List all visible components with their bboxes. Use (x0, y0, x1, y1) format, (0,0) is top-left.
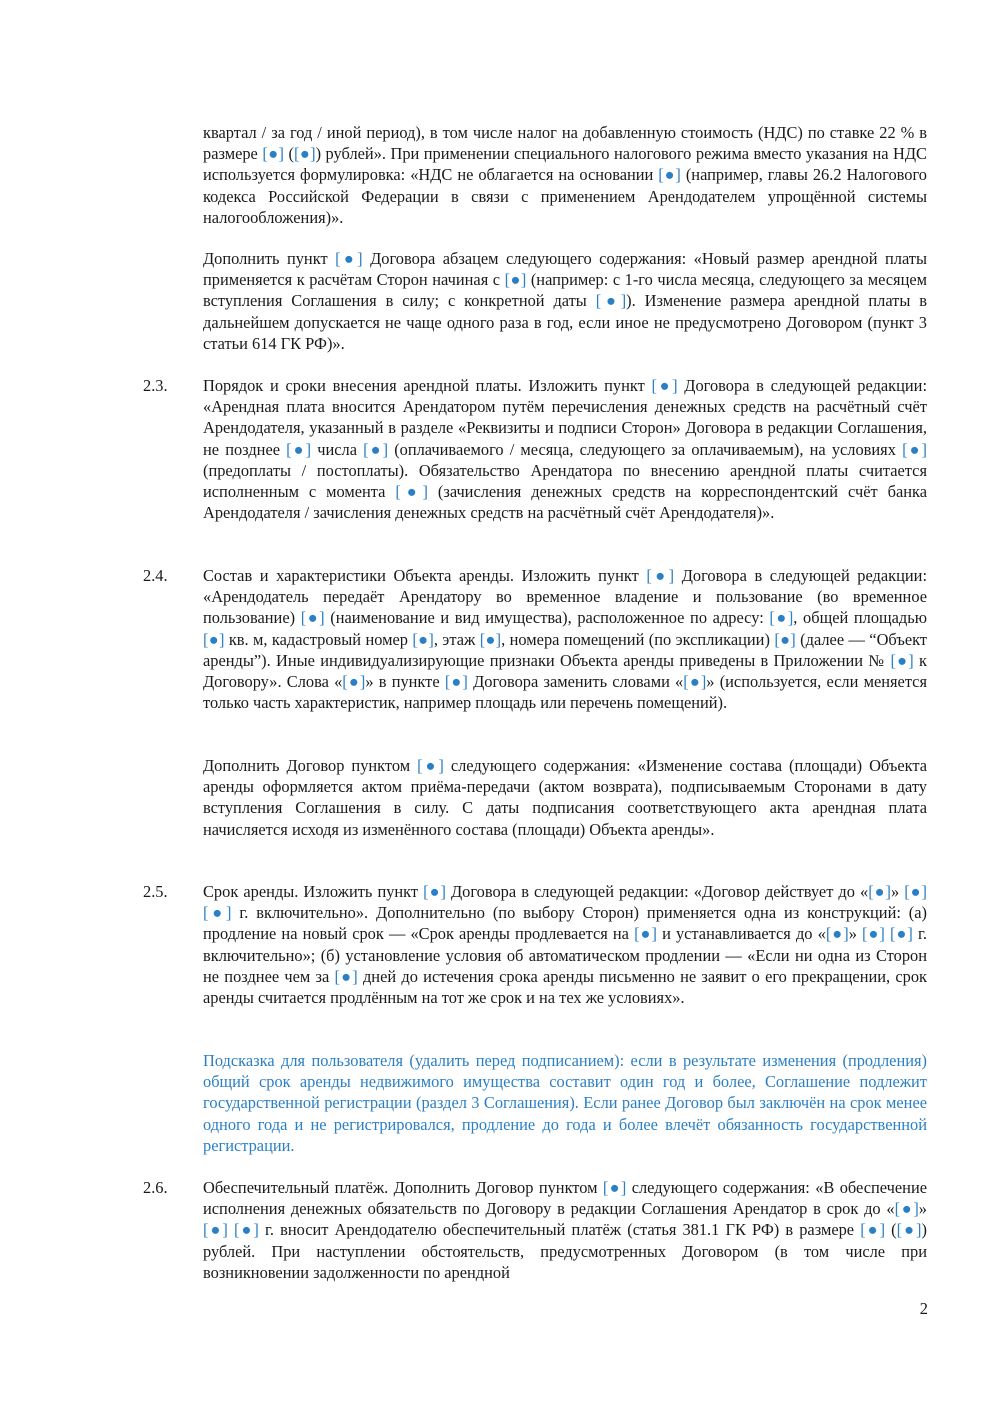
placeholder-marker: [●] (412, 629, 434, 649)
placeholder-marker: [●] (395, 482, 428, 502)
placeholder-marker: [●] (363, 439, 389, 459)
clause-number: 2.5. (143, 882, 168, 901)
clause-number: 2.6. (143, 1178, 168, 1197)
placeholder-marker: [●] (825, 924, 849, 944)
placeholder-marker: [●] (293, 144, 316, 164)
placeholder-marker: [●] (423, 882, 446, 901)
placeholder-marker: [●] (595, 291, 627, 311)
clause-2-4-text: Состав и характеристики Объекта аренды. Изложить пункт [●] Договора в следующей редакции: «Арендодатель передаёт Арендатору во временное владение и пользование (во временное пользование) [●] (наименование и вид имущества), расположенное по адресу: [●], общей площадью [●] кв. м, кадастровый номер [●], этаж [●], номера помещений (по экспликации) [●] (далее — “Объект аренды”). Иные индивидуализирующие признаки Объекта аренды приведены в Приложении № [●] к Договору». Слова «[●]» в пункте [●] Договора заменить словами «[●]» (используется, если меняется только часть характеристик, например площадь или перечень помещений). (203, 566, 928, 713)
placeholder-marker: [●] (417, 756, 444, 775)
placeholder-marker: [●] (683, 672, 707, 692)
placeholder-marker: [●] (658, 165, 681, 185)
page-number: 2 (919, 1299, 928, 1318)
clause-number: 2.3. (143, 376, 168, 395)
placeholder-marker: [●] (203, 1220, 228, 1240)
placeholder-marker: [●] (774, 629, 796, 649)
placeholder-marker: [●] (234, 1220, 259, 1240)
placeholder-marker: [●] (651, 376, 678, 395)
clause-2-5-text: Срок аренды. Изложить пункт [●] Договора в следующей редакции: «Договор действует до «[●]» [●] [●] г. включительно». Дополнительно (по выбору Сторон) применяется одна из конструкций: (а) продление на новый срок — «Срок аренды продлевается на [●] и устанавливается до «[●]» [●] [●] г. включительно»; (б) установление условия об автоматическом продлении — «Если ни одна из Сторон не позднее чем за [●] дней до истечения срока аренды письменно не заявит о его прекращении, срок аренды считается продлённым на тот же срок и на тех же условиях». (203, 882, 927, 1008)
paragraph: квартал / за год / иной период), в том числе налог на добавленную стоимость (НДС) по ставке 22 % в размере [●] ([●]) рублей». При применении специального налогового режима вместо указания на НДС используется формулировка: «НДС не облагается на основании [●] (например, главы 26.2 Налогового кодекса Российской Федерации в связи с применением Арендодателем упрощённой системы налогообложения)». (203, 123, 927, 227)
placeholder-marker: [●] (444, 672, 468, 692)
clause-2-3-text: Порядок и сроки внесения арендной платы. Изложить пункт [●] Договора в следующей редакции: «Арендная плата вносится Арендатором путём перечисления денежных средств на расчётный счёт Арендодателя, указанный в разделе «Реквизиты и подписи Сторон» Договора в редакции Соглашения, не позднее [●] числа [●] (оплачиваемого / месяца, следующего за оплачиваемым), на условиях [●] (предоплаты / постоплаты). Обязательство Арендатора по внесению арендной платы считается исполненным с момента [●] (зачисления денежных средств на корреспондентский счёт банка Арендодателя / зачисления денежных средств на расчётный счёт Арендодателя)». (203, 376, 928, 523)
placeholder-marker: [●] (868, 882, 891, 901)
placeholder-marker: [●] (769, 608, 794, 628)
placeholder-marker: [●] (335, 249, 363, 268)
placeholder-marker: [●] (646, 566, 675, 585)
placeholder-marker: [●] (479, 629, 502, 649)
paragraph: Дополнить Договор пунктом [●] следующего содержания: «Изменение состава (площади) Объекта аренды оформляется актом приёма-передачи (актом возврата), подписываемым Сторонами в дату вступления Соглашения в силу. С даты подписания соответствующего акта арендная плата начисляется исходя из изменённого состава (площади) Объекта аренды». (203, 756, 927, 839)
placeholder-marker: [●] (504, 270, 527, 290)
placeholder-marker: [●] (342, 672, 366, 692)
placeholder-marker: [●] (860, 1220, 886, 1240)
paragraph: Дополнить пункт [●] Договора абзацем следующего содержания: «Новый размер арендной платы применяется к расчётам Сторон начиная с [●] (например: с 1-го числа месяца, следующего за месяцем вступления Соглашения в силу; с конкретной даты [●]). Изменение размера арендной платы в дальнейшем допускается не чаще одного раза в год, если иное не предусмотрено Договором (пункт 3 статьи 614 ГК РФ)». (203, 249, 927, 353)
placeholder-marker: [●] (334, 966, 358, 986)
placeholder-marker: [●] (300, 608, 325, 628)
placeholder-marker: [●] (286, 439, 312, 459)
placeholder-marker: [●] (890, 924, 913, 944)
placeholder-marker: [●] (203, 903, 232, 923)
placeholder-marker: [●] (203, 629, 225, 649)
placeholder-marker: [●] (902, 439, 927, 459)
placeholder-marker: [●] (904, 882, 927, 901)
placeholder-marker: [●] (894, 1199, 919, 1219)
placeholder-marker: [●] (862, 924, 885, 944)
clause-number: 2.4. (143, 566, 168, 585)
user-hint-note: Подсказка для пользователя (удалить перед подписанием): если в результате изменения (продления) общий срок аренды недвижимого имущества составит один год и более, Соглашение подлежит государственной регистрации (раздел 3 Соглашения). Если ранее Договор был заключён на срок менее одного года и не регистрировался, продление до года и более влечёт обязанность государственной регистрации. (203, 1051, 927, 1155)
placeholder-marker: [●] (890, 650, 914, 670)
placeholder-marker: [●] (262, 144, 284, 164)
placeholder-marker: [●] (896, 1220, 922, 1240)
placeholder-marker: [●] (602, 1178, 627, 1197)
clause-2-6-text: Обеспечительный платёж. Дополнить Договор пунктом [●] следующего содержания: «В обеспечение исполнения денежных обязательств по Договору в редакции Соглашения Арендатор в срок до «[●]» [●] [●] г. вносит Арендодателю обеспечительный платёж (статья 381.1 ГК РФ) в размере [●] ([●]) рублей. При наступлении обстоятельств, предусмотренных Договором (в том числе при возникновении задолженности по арендной (203, 1178, 927, 1282)
placeholder-marker: [●] (634, 924, 657, 944)
